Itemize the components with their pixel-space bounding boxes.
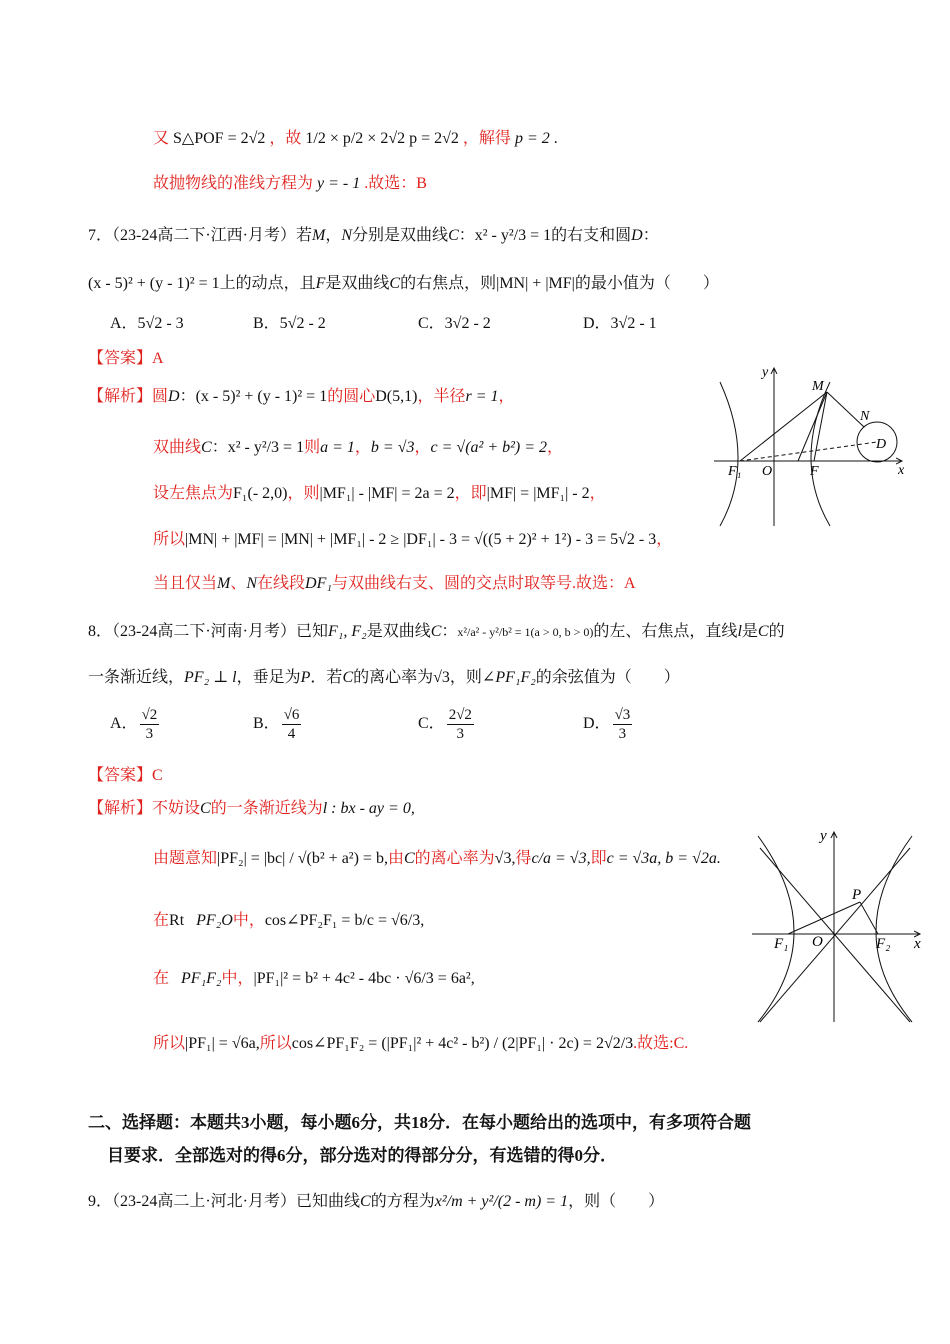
label-o: O <box>812 934 823 950</box>
q7-exp-formula: F₁(- 2,0) <box>233 485 288 502</box>
q7-exp-var: DF₁ <box>305 575 332 592</box>
q8-exp-line-2 <box>153 848 721 870</box>
q7-var: M <box>312 227 326 244</box>
q8-exp-formula: |PF₁| = √6a, <box>185 1035 260 1052</box>
segment-pf2 <box>860 902 878 934</box>
q7-answer: 【答案】A <box>88 350 164 367</box>
q7-exp-text: ， <box>656 531 673 548</box>
q8-text: 的离心率为 <box>353 669 434 686</box>
q7-exp-text: ， <box>547 439 564 456</box>
q6-result: p = 2 <box>514 130 550 147</box>
q7-exp-text: 圆 <box>152 388 169 405</box>
q8-formula: PF₂ ⊥ l <box>184 669 237 686</box>
q8-var: F₁, F₂ <box>328 623 367 640</box>
q7-text: 分别是双曲线 <box>352 227 449 244</box>
left-branch <box>720 382 738 526</box>
q8-formula: ∠PF₁F₂ <box>481 669 536 686</box>
q8-equation: x²/a² - y²/b² = 1(a > 0, b > 0) <box>457 625 594 639</box>
q7-exp-text: ， <box>589 485 606 502</box>
q8-exp-text: 所以 <box>153 1035 186 1052</box>
q7-var: F <box>315 275 326 292</box>
q6-period: . <box>553 130 558 147</box>
q7-exp-text: ， <box>414 439 431 456</box>
q8-exp-formula: Rt <box>169 912 185 929</box>
q8-text: ，则 <box>449 669 482 686</box>
label-n: N <box>860 409 870 424</box>
q7-text: 的右焦点，则 <box>400 275 497 292</box>
q7-option-d: D．3√2 - 1 <box>583 315 657 332</box>
q7-exp-text: ， <box>498 388 515 405</box>
q7-exp-line-1 <box>88 386 515 408</box>
section-2-heading-line-2: 目要求．全部选对的得6分，部分选对的得部分分，有选错的得0分． <box>107 1146 617 1165</box>
q8-text: ，垂足为 <box>236 669 301 686</box>
q8-answer: 【答案】C <box>88 767 163 784</box>
q6-text: 又 <box>153 130 170 147</box>
q9-text: ，则（ ） <box>568 1193 665 1210</box>
right-branch <box>876 836 912 1022</box>
q7-text: 是双曲线 <box>325 275 390 292</box>
q6-text: ，解得 <box>462 130 511 147</box>
q7-exp-text: 在线段 <box>257 575 306 592</box>
q8-text: 的左、右焦点，直线 <box>593 623 738 640</box>
q7-exp-text: 当且仅当 <box>153 575 218 592</box>
fraction <box>282 706 302 743</box>
q7-exp-equation: ：(x - 5)² + (y - 1)² = 1 <box>179 388 328 405</box>
q6-line-2 <box>153 173 427 195</box>
q8-exp-text: 在 <box>153 970 170 987</box>
q7-var: C <box>448 227 459 244</box>
q7-var: C <box>389 275 401 292</box>
q8-exp-formula: √3, <box>494 850 516 867</box>
fraction <box>613 706 633 743</box>
q7-exp-line-5 <box>153 573 636 595</box>
numerator: 2√2 <box>448 707 472 723</box>
q8-text: 是双曲线 <box>366 623 431 640</box>
q8-text: 的 <box>768 623 785 640</box>
q6-line-1 <box>153 128 558 150</box>
q8-hyperbola-asymptote-figure <box>748 826 930 1026</box>
q7-equation: ：x² - y²/3 = 1 <box>458 227 552 244</box>
q8-var: l <box>737 623 742 640</box>
q7-exp-formula: D(5,1) <box>375 388 418 405</box>
label-x: x <box>914 936 921 952</box>
q8-exp-text: 由 <box>387 850 404 867</box>
q7-exp-formula: |MF₁| - |MF| = 2a = 2 <box>319 485 455 502</box>
q8-var: C <box>757 623 769 640</box>
question-number: 9． <box>88 1193 113 1210</box>
q7-exp-equation: ：x² - y²/3 = 1 <box>211 439 305 456</box>
label-f2: F₂ <box>876 936 891 952</box>
q8-text: ．若 <box>310 669 343 686</box>
label-y: y <box>762 365 769 380</box>
q8-option-c <box>418 706 476 743</box>
q8-text: 已知 <box>296 623 329 640</box>
q7-exp-var: N <box>246 575 258 592</box>
q7-expression: |MN| + |MF| <box>496 275 575 292</box>
q8-exp-text: .故选:C. <box>633 1035 689 1052</box>
q8-formula: √3 <box>433 669 450 686</box>
q8-exp-var: C <box>403 850 415 867</box>
q7-option-a: A．5√2 - 3 <box>110 315 184 332</box>
numerator: √6 <box>283 707 300 723</box>
question-source: （23-24高二上·河北·月考） <box>112 1193 297 1210</box>
q7-exp-text: 的圆心 <box>327 388 376 405</box>
numerator: √2 <box>141 707 158 723</box>
q8-exp-text: 在 <box>153 912 170 929</box>
q8-exp-formula: c/a = √3, <box>531 850 591 867</box>
denominator: 3 <box>618 726 627 742</box>
q7-exp-text: 设左焦点为 <box>153 485 234 502</box>
q6-area-formula: S△POF = 2√2 <box>173 130 266 147</box>
fraction <box>140 706 160 743</box>
q7-exp-var: M <box>217 575 231 592</box>
label-f1: F₁ <box>774 936 789 952</box>
label-o: O <box>762 464 773 479</box>
q8-text: ： <box>441 623 458 640</box>
question-source: （23-24高二下·河南·月考） <box>112 623 297 640</box>
analysis-label: 【解析】 <box>88 800 153 817</box>
q7-text: 的右支和圆 <box>551 227 632 244</box>
q7-exp-formula: c = √(a² + b²) = 2 <box>430 439 548 456</box>
q8-exp-formula: |PF₁|² = b² + 4c² - 4bc · √6/3 = 6a², <box>253 970 475 987</box>
right-branch <box>811 382 830 526</box>
segment-mf <box>814 392 827 461</box>
q7-option-c: C．3√2 - 2 <box>418 315 491 332</box>
q7-exp-var: D <box>168 388 180 405</box>
q7-stem-line-1: 7．（23-24高二下·江西·月考）若M，N分别是双曲线C：x² - y²/3 = 1的右支和圆D： <box>88 227 659 244</box>
q8-text: 是 <box>741 623 758 640</box>
q8-exp-text: 由题意知 <box>153 850 218 867</box>
q8-stem-line-1 <box>88 621 785 643</box>
q7-exp-line-3 <box>153 483 606 505</box>
q8-exp-line-5 <box>153 1033 688 1055</box>
q7-text: 的最小值为（ ） <box>574 275 719 292</box>
q7-exp-text: ，即 <box>454 485 487 502</box>
q9-var: C <box>360 1193 371 1210</box>
q7-var: D <box>631 227 643 244</box>
q7-exp-text: 、 <box>230 575 247 592</box>
q6-choice: .故选：B <box>364 175 427 192</box>
label-d: D <box>876 437 887 452</box>
q7-stem-line-2 <box>88 273 719 295</box>
option-letter: C． <box>418 715 445 733</box>
q7-exp-var: C <box>201 439 212 456</box>
question-number: 8． <box>88 623 113 640</box>
label-x: x <box>898 463 905 478</box>
numerator: √3 <box>614 707 631 723</box>
q8-exp-var: C <box>200 800 211 817</box>
q6-directrix: y = - 1 <box>317 175 361 192</box>
q8-exp-formula: cos∠PF₁F₂ = (|PF₁|² + 4c² - b²) / (2|PF₁| · 2c) = 2√2/3 <box>291 1035 634 1052</box>
section-2-heading-line-1: 二、选择题：本题共3小题，每小题6分，共18分．在每小题给出的选项中，有多项符合题 <box>88 1113 751 1132</box>
q8-option-b <box>253 706 303 743</box>
q8-exp-formula: l : bx - ay = 0, <box>322 800 415 817</box>
option-letter: D． <box>583 715 611 733</box>
q8-option-d <box>583 706 634 743</box>
q7-var: N <box>341 227 353 244</box>
q7-exp-formula: |MF| = |MF₁| - 2 <box>486 485 590 502</box>
denominator: 3 <box>456 726 465 742</box>
q7-exp-text: 双曲线 <box>153 439 202 456</box>
q8-exp-text: 得 <box>515 850 532 867</box>
q8-exp-text: 中， <box>232 912 265 929</box>
q8-option-a <box>110 706 161 743</box>
option-letter: A． <box>110 715 138 733</box>
q8-exp-text: 的一条渐近线为 <box>210 800 323 817</box>
q7-exp-text: ，半径 <box>417 388 466 405</box>
q9-equation: x²/m + y²/(2 - m) = 1 <box>434 1193 569 1210</box>
q7-text: 若 <box>296 227 313 244</box>
q7-exp-formula: r = 1 <box>465 388 499 405</box>
q7-text: 上的动点，且 <box>219 275 316 292</box>
q7-option-b: B．5√2 - 2 <box>253 315 326 332</box>
q8-exp-line-1 <box>88 798 415 820</box>
q8-exp-formula: |PF₂| = |bc| / √(b² + a²) = b, <box>217 850 388 867</box>
q7-exp-formula: a = 1 <box>320 439 355 456</box>
q8-exp-text: 所以 <box>259 1035 292 1052</box>
label-m: M <box>812 379 824 394</box>
segment-mn <box>827 392 864 427</box>
q8-exp-text: 的离心率为 <box>414 850 495 867</box>
q8-exp-line-4 <box>153 968 475 990</box>
q8-exp-text: 即 <box>590 850 607 867</box>
q9-stem <box>88 1191 664 1213</box>
question-number: 7． <box>88 227 113 244</box>
q7-equation: (x - 5)² + (y - 1)² = 1 <box>88 275 220 292</box>
denominator: 3 <box>145 726 154 742</box>
q8-text: 的余弦值为（ ） <box>535 669 680 686</box>
q6-equation: 1/2 × p/2 × 2√2 p = 2√2 <box>305 130 459 147</box>
q6-text: ，故 <box>269 130 302 147</box>
q7-exp-text: 则 <box>304 439 321 456</box>
denominator: 4 <box>287 726 296 742</box>
q7-hyperbola-circle-figure <box>712 362 912 528</box>
q7-exp-text: 与双曲线右支、圆的交点时取等号.故选：A <box>331 575 636 592</box>
q8-exp-text: 不妨设 <box>152 800 201 817</box>
q8-exp-formula: cos∠PF₂F₁ = b/c = √6/3, <box>264 912 425 929</box>
q7-exp-text: ， <box>354 439 371 456</box>
q7-exp-text: 所以 <box>153 531 186 548</box>
q8-exp-formula: c = √3a, b = √2a. <box>606 850 721 867</box>
q8-exp-formula: PF₂O <box>196 912 233 929</box>
q8-exp-text: 中， <box>221 970 254 987</box>
q8-exp-formula: PF₁F₂ <box>181 970 222 987</box>
option-letter: B． <box>253 715 280 733</box>
question-source: （23-24高二下·江西·月考） <box>112 227 297 244</box>
label-y: y <box>820 828 827 844</box>
analysis-label: 【解析】 <box>88 388 153 405</box>
label-f1: F₁ <box>728 464 742 479</box>
q7-text: ： <box>642 227 659 244</box>
q8-stem-line-2 <box>88 667 680 689</box>
q7-exp-line-4 <box>153 529 672 551</box>
label-p: P <box>852 887 862 903</box>
q7-exp-formula: |MN| + |MF| = |MN| + |MF₁| - 2 ≥ |DF₁| - 3 = √((5 + 2)² + 1²) - 3 = 5√2 - 3 <box>185 531 657 548</box>
q9-text: 的方程为 <box>370 1193 435 1210</box>
q8-var: C <box>430 623 442 640</box>
q7-exp-line-2 <box>153 437 563 459</box>
q8-var: P <box>300 669 311 686</box>
fraction <box>447 706 474 743</box>
left-branch <box>758 836 794 1022</box>
q8-text: 一条渐近线， <box>88 669 185 686</box>
q8-exp-line-3 <box>153 910 424 932</box>
q8-var: C <box>342 669 354 686</box>
q7-exp-formula: b = √3 <box>370 439 415 456</box>
q7-exp-text: ，则 <box>287 485 320 502</box>
q6-text: 故抛物线的准线方程为 <box>153 175 314 192</box>
q9-text: 已知曲线 <box>296 1193 361 1210</box>
label-f: F <box>810 464 819 479</box>
